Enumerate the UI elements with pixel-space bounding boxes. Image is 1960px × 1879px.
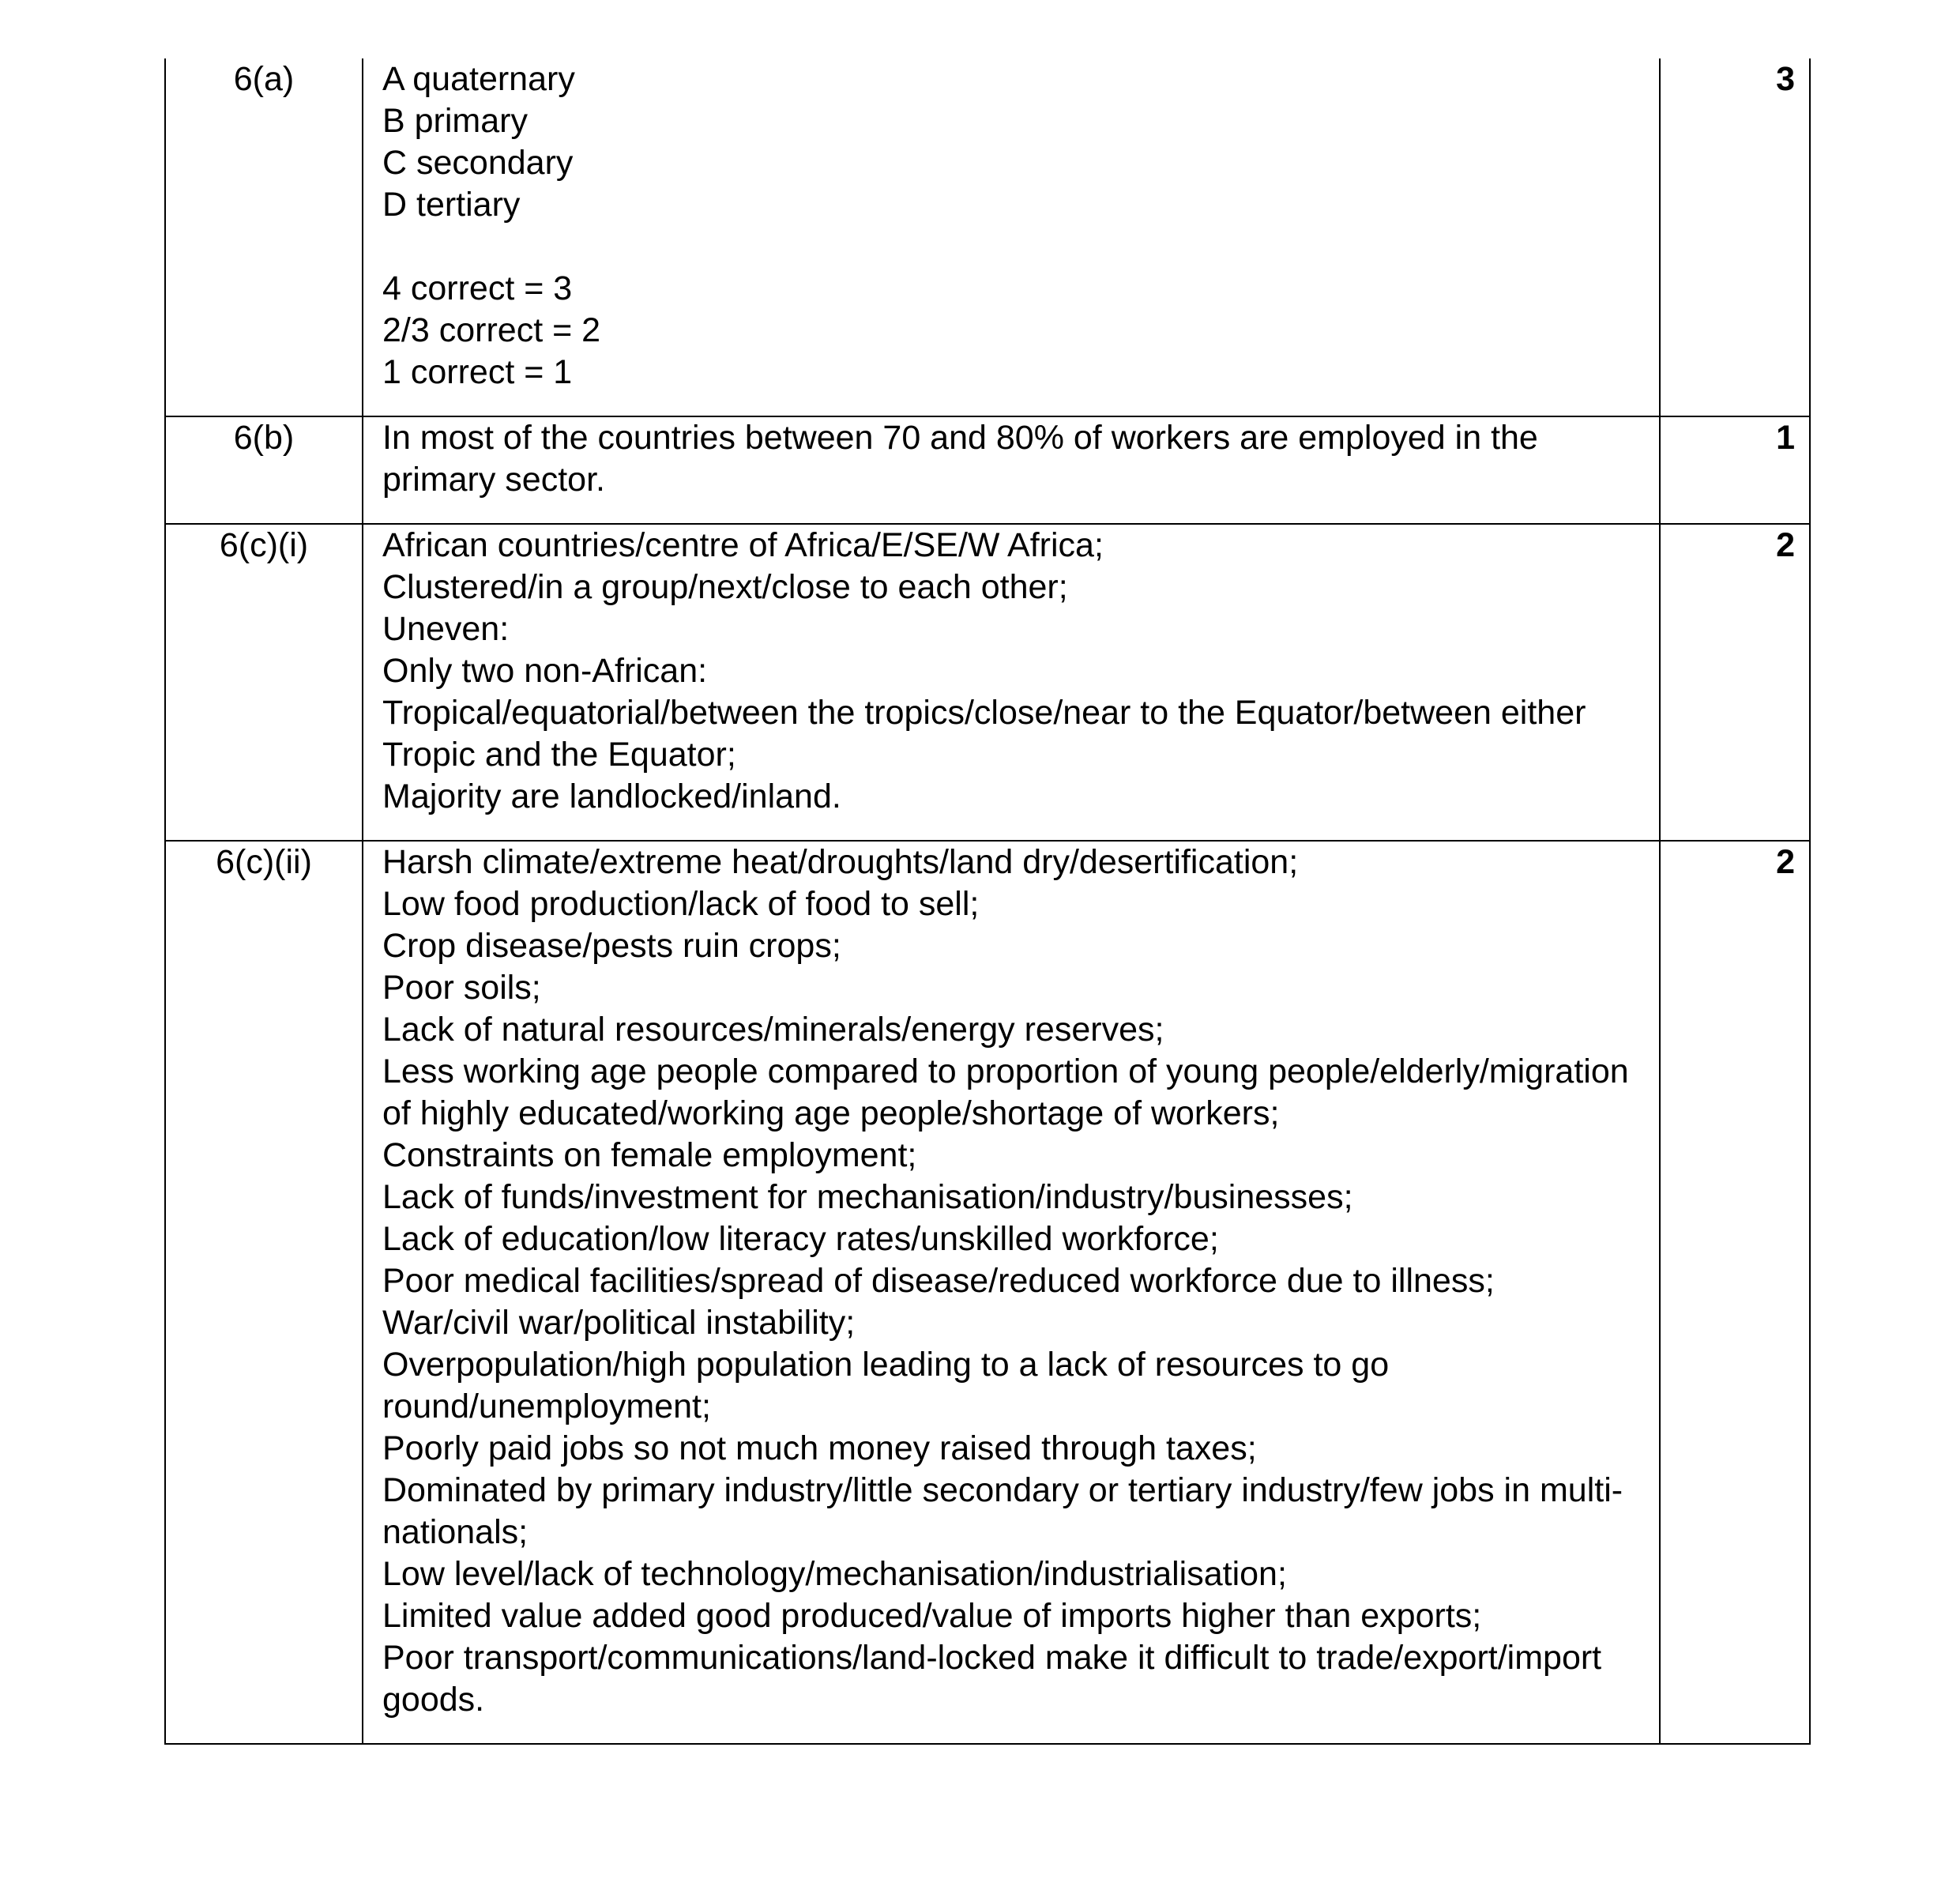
answer-line: Limited value added good produced/value of imports higher than exports;: [382, 1597, 1482, 1635]
answer-line: African countries/centre of Africa/E/SE/W Africa;: [382, 526, 1104, 564]
table-row-6a: [165, 58, 1810, 416]
answer-line: 4 correct = 3: [382, 269, 573, 307]
answer-line: Only two non-African:: [382, 652, 708, 690]
marks-value: 3: [1660, 58, 1810, 416]
answer-line: D tertiary: [382, 186, 521, 224]
answer-line: Low level/lack of technology/mechanisation/industrialisation;: [382, 1555, 1287, 1593]
answer-line: Lack of education/low literacy rates/unskilled workforce;: [382, 1220, 1219, 1258]
spacer: [382, 226, 1642, 268]
answer-line: Poor transport/communications/land-locked make it difficult to trade/export/import goods.: [382, 1639, 1602, 1719]
marks-value: 2: [1660, 524, 1810, 841]
answer-line: A quaternary: [382, 60, 575, 98]
answer-cell: [363, 416, 1660, 524]
answer-line: Low food production/lack of food to sell;: [382, 885, 980, 923]
answer-line: Majority are landlocked/inland.: [382, 778, 841, 815]
answer-line: Dominated by primary industry/little secondary or tertiary industry/few jobs in multi-nationals;: [382, 1471, 1623, 1551]
answer-line: Lack of natural resources/minerals/energy reserves;: [382, 1011, 1164, 1049]
answer-cell: [363, 58, 1660, 416]
answer-line: Constraints on female employment;: [382, 1136, 917, 1174]
answer-list: [382, 525, 1642, 818]
answer-line: Clustered/in a group/next/close to each other;: [382, 568, 1068, 606]
answer-line: Harsh climate/extreme heat/droughts/land dry/desertification;: [382, 843, 1299, 881]
answer-line: Uneven:: [382, 610, 510, 648]
marks-value: 2: [1660, 841, 1810, 1744]
answer-line: In most of the countries between 70 and 80% of workers are employed in the primary sector.: [382, 419, 1538, 499]
answer-line: Overpopulation/high population leading to a lack of resources to go round/unemployment;: [382, 1346, 1390, 1425]
answer-line: B primary: [382, 102, 528, 140]
answer-cell: [363, 524, 1660, 841]
question-number: 6(a): [165, 58, 363, 416]
answer-line: Crop disease/pests ruin crops;: [382, 927, 841, 965]
marks-value: 1: [1660, 416, 1810, 524]
table-row-6b: [165, 416, 1810, 524]
answer-cell: [363, 841, 1660, 1744]
answer-line: 2/3 correct = 2: [382, 311, 601, 349]
answer-list: [382, 58, 1642, 226]
answer-list: [382, 842, 1642, 1721]
answer-line: War/civil war/political instability;: [382, 1304, 856, 1342]
answer-line: C secondary: [382, 144, 574, 182]
answer-list: [382, 417, 1642, 501]
answer-line: Poor medical facilities/spread of disease/reduced workforce due to illness;: [382, 1262, 1495, 1300]
mark-scheme-table: [164, 58, 1811, 1745]
answer-line: Less working age people compared to proportion of young people/elderly/migration of highly educated/working age people/shortage of workers;: [382, 1052, 1629, 1132]
answer-line: Tropical/equatorial/between the tropics/close/near to the Equator/between either Tropic and the Equator;: [382, 694, 1586, 774]
table-row-6ci: [165, 524, 1810, 841]
question-number: 6(c)(ii): [165, 841, 363, 1744]
question-number: 6(c)(i): [165, 524, 363, 841]
marking-guide-list: [382, 268, 1642, 393]
answer-line: 1 correct = 1: [382, 353, 573, 391]
answer-line: Lack of funds/investment for mechanisation/industry/businesses;: [382, 1178, 1353, 1216]
answer-line: Poor soils;: [382, 969, 541, 1007]
table-row-6cii: [165, 841, 1810, 1744]
question-number: 6(b): [165, 416, 363, 524]
answer-line: Poorly paid jobs so not much money raised through taxes;: [382, 1429, 1257, 1467]
